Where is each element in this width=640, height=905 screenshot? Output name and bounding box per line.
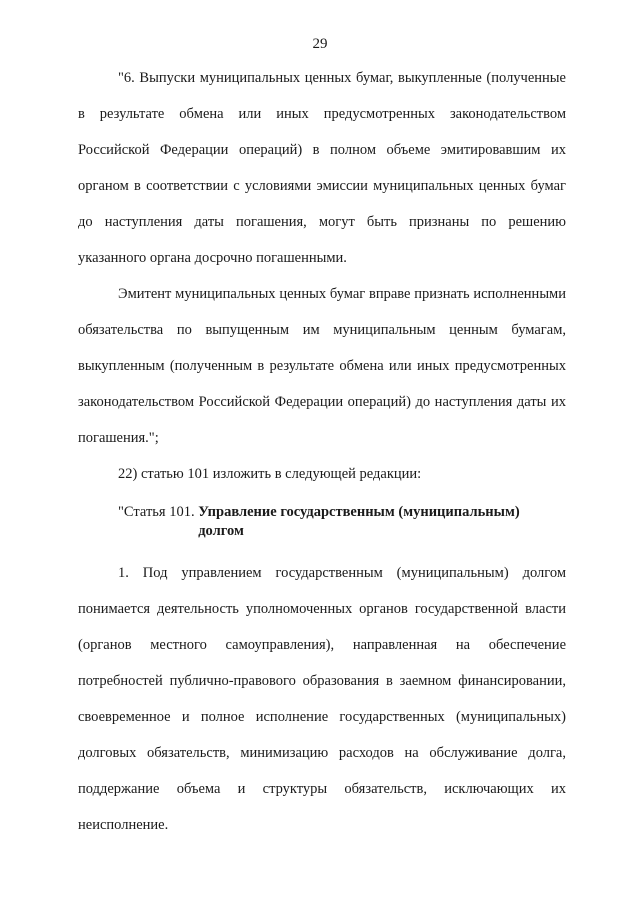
article-label: "Статья 101.	[118, 504, 199, 520]
document-body	[78, 60, 566, 843]
article-heading	[78, 503, 566, 541]
paragraph-amendment-22: 22) статью 101 изложить в следующей редакции:	[118, 466, 422, 482]
article-title: Управление государственным (муниципальным) долгом	[198, 504, 520, 539]
page-number: 29	[312, 36, 328, 52]
paragraph-item-6: "6. Выпуски муниципальных ценных бумаг, выкупленные (полученные в результате обмена или иных предусмотренных законодательством Российской Федерации операций) в полном объеме эмитировавшим их органом в соответствии с условиями эмиссии муниципальных ценных бумаг до наступления даты погашения, могут быть признаны по решению указанного органа досрочно погашенными.	[78, 70, 566, 266]
paragraph-issuer: Эмитент муниципальных ценных бумаг вправе признать исполненными обязательства по выпущенным им муниципальным ценным бумагам, выкупленным (полученным в результате обмена или иных предусмотренных законодательством Российской Федерации операций) до наступления даты их погашения.";	[78, 286, 566, 446]
paragraph-article-101-1: 1. Под управлением государственным (муниципальным) долгом понимается деятельность уполномоченных органов государственной власти (органов местного самоуправления), направленная на обеспечение потребностей публично-правового образования в заемном финансировании, своевременное и полное исполнение государственных (муниципальных) долговых обязательств, минимизацию расходов на обслуживание долга, поддержание объема и структуры обязательств, исключающих их неисполнение.	[78, 565, 566, 833]
